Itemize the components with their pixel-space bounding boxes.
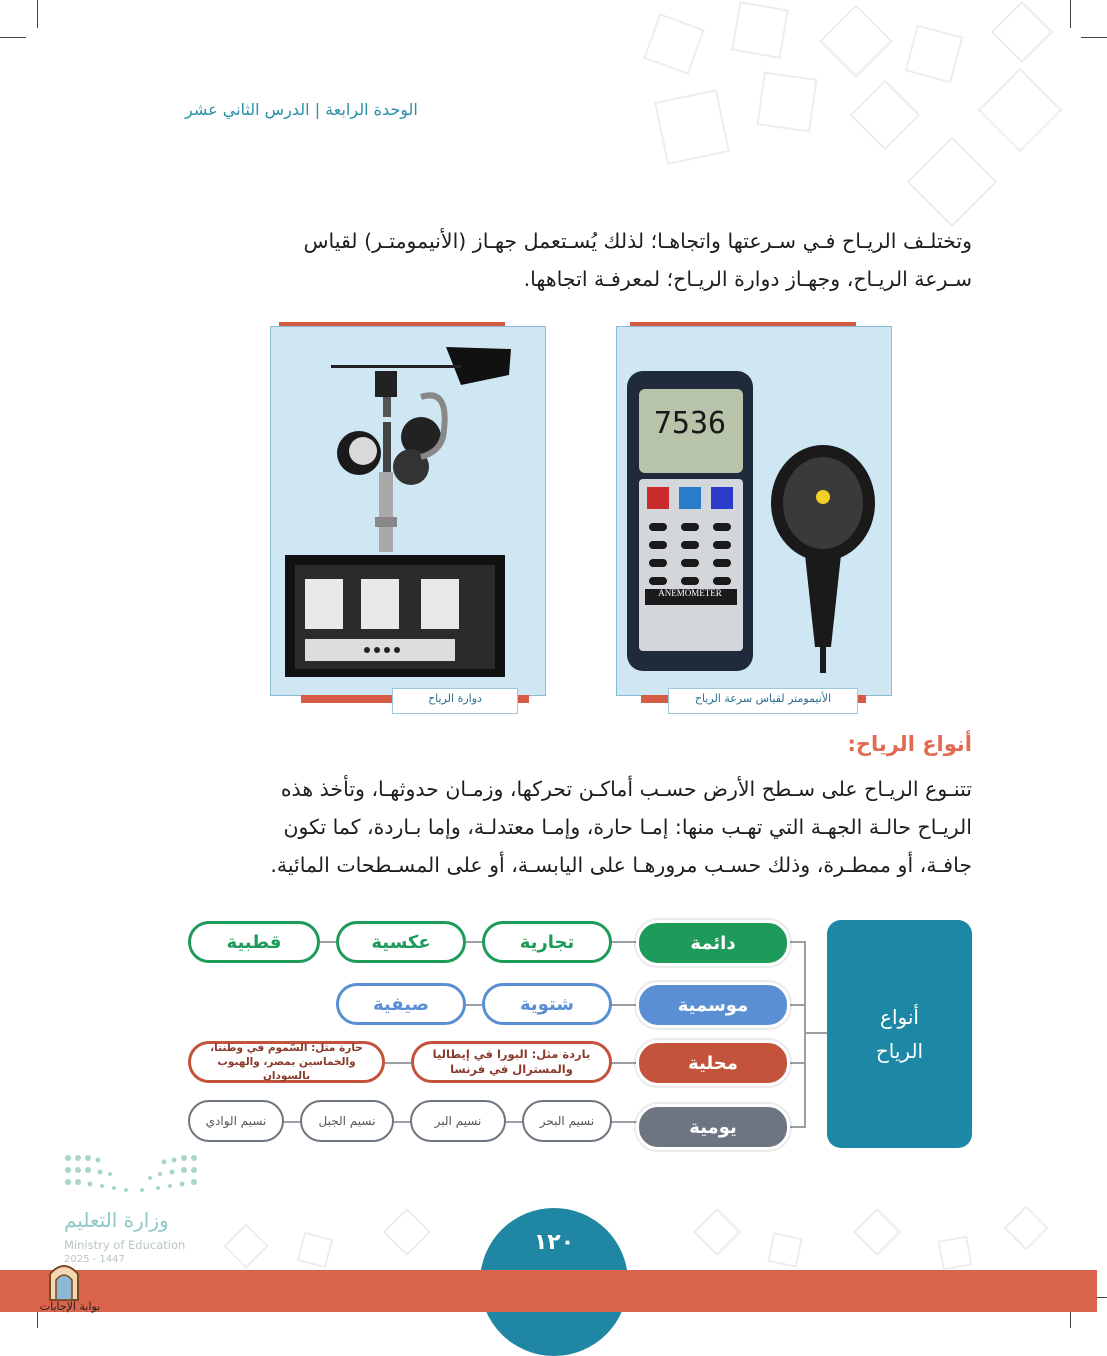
section-paragraph (184, 770, 972, 884)
portal-label: بوابة الإجابات (39, 1300, 101, 1313)
intro-line: وتختلـف الريـاح فـي سـرعتها واتجاهـا؛ لذلك يُسـتعمل جهـاز (الأنيمومتـر) لقياس (303, 229, 972, 253)
ministry-years: 2025 - 1447 (64, 1254, 125, 1265)
ministry-name-arabic: وزارة التعليم (64, 1208, 169, 1232)
section-line: الريـاح حالـة الجهـة التي تهـب منها: إمـا حارة، وإمـا معتدلـة، وإما بـاردة، كما تكون (283, 815, 972, 839)
ministry-logo-dots (62, 1152, 202, 1202)
type-westerlies: عكسية (336, 921, 466, 963)
type-land-breeze: نسيم البر (410, 1100, 506, 1142)
anemometer-caption: الأنيمومتر لقياس سرعة الرياح (668, 688, 858, 714)
section-line: جافـة، أو ممطـرة، وذلك حسـب مرورهـا على اليابسـة، أو على المسـطحات المائية. (270, 853, 972, 877)
intro-paragraph (184, 222, 972, 298)
anemometer-display-value: 7536 (653, 406, 727, 441)
wind-vane-illustration (271, 327, 545, 695)
category-permanent: دائمة (636, 920, 790, 966)
type-sea-breeze: نسيم البحر (522, 1100, 612, 1142)
crop-mark (0, 37, 26, 38)
portal-logo-icon (44, 1258, 84, 1302)
wind-vane-caption: دوارة الرياح (392, 688, 518, 714)
ministry-name-english: Ministry of Education (64, 1238, 186, 1252)
type-polar: قطبية (188, 921, 320, 963)
type-summer: صيفية (336, 983, 466, 1025)
crop-mark (1070, 0, 1071, 28)
type-valley-breeze: نسيم الوادي (188, 1100, 284, 1142)
type-cold-local: باردة مثل: البورا في إيطاليا والمسترال في فرنسا (411, 1041, 612, 1083)
category-seasonal: موسمية (636, 982, 790, 1028)
page-number: ١٢٠ (533, 1230, 575, 1255)
intro-line: سـرعة الريـاح، وجهـاز دوارة الريـاح؛ لمعرفـة اتجاهها. (523, 267, 972, 291)
anemometer-illustration (617, 327, 891, 695)
anemometer-image (616, 326, 892, 696)
type-trade: تجارية (482, 921, 612, 963)
crop-mark (1081, 37, 1107, 38)
wind-types-root-box (827, 920, 972, 1148)
footer-band (0, 1270, 1097, 1312)
category-local: محلية (636, 1040, 790, 1086)
unit-lesson-header: الوحدة الرابعة | الدرس الثاني عشر (185, 100, 418, 119)
section-title: أنواع الرياح: (847, 732, 972, 756)
section-line: تتنـوع الريـاح على سـطح الأرض حسـب أماكـن تحركها، وزمـان حدوثهـا، وتأخذ هذه (280, 777, 972, 801)
category-daily: يومية (636, 1104, 790, 1150)
wind-types-root-label: أنواع الرياح (875, 1005, 924, 1063)
type-mountain-breeze: نسيم الجبل (300, 1100, 394, 1142)
wind-vane-image (270, 326, 546, 696)
type-winter: شتوية (482, 983, 612, 1025)
anemometer-brand-label: ANEMOMETER (658, 588, 722, 598)
type-hot-local: حارة مثل: السّموم في وطننا، والخماسين بمصر، والهبوب بالسودان (188, 1041, 385, 1083)
crop-mark (37, 0, 38, 28)
